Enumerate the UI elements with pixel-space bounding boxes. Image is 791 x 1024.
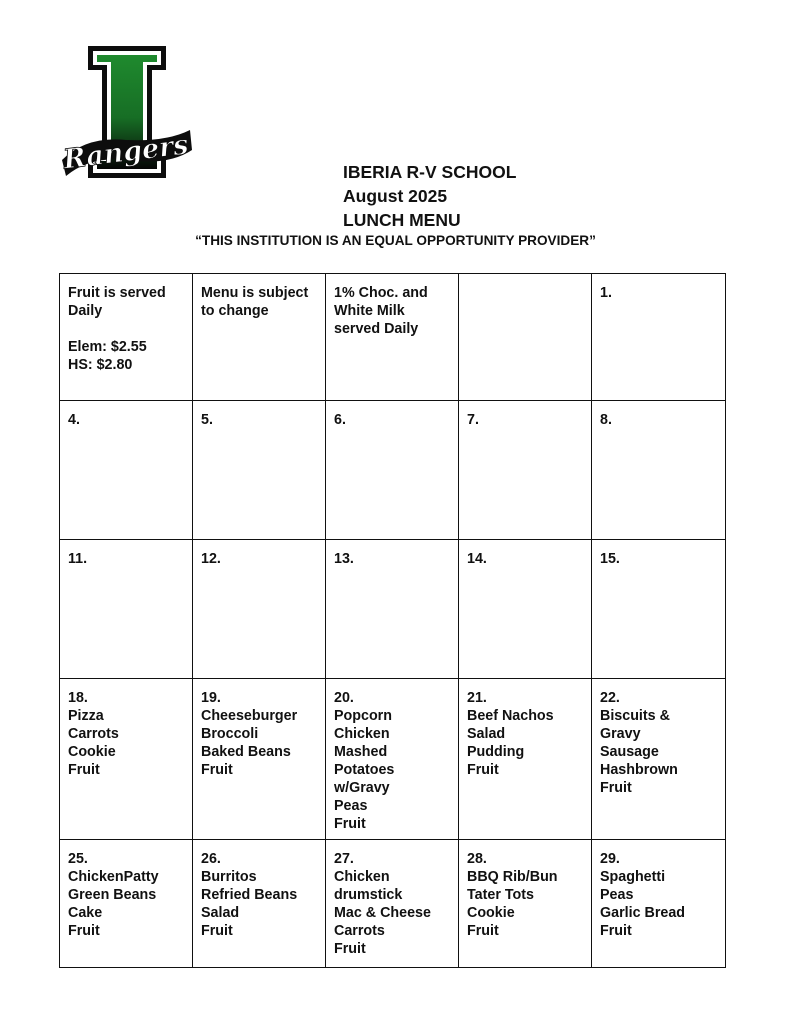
menu-item: Fruit	[334, 941, 366, 957]
menu-item: Burritos	[201, 869, 257, 885]
menu-item: Broccoli	[201, 726, 259, 742]
day-number: 27.	[334, 851, 354, 867]
menu-item: Pudding	[467, 744, 525, 760]
menu-item: drumstick	[334, 887, 403, 903]
day-number: 25.	[68, 851, 88, 867]
day-number: 13.	[334, 551, 354, 567]
hs-price: HS: $2.80	[68, 357, 133, 373]
calendar-cell-menu	[592, 840, 726, 968]
menu-item: Refried Beans	[201, 887, 298, 903]
menu-item: Beef Nachos	[467, 708, 554, 724]
note-line: 1% Choc. and	[334, 285, 428, 301]
day-number: 8.	[600, 412, 612, 428]
menu-item: Chicken	[334, 726, 390, 742]
calendar-cell-day	[592, 540, 726, 679]
elem-price: Elem: $2.55	[68, 339, 147, 355]
equal-opportunity-tagline: “THIS INSTITUTION IS AN EQUAL OPPORTUNITY PROVIDER”	[195, 233, 596, 248]
calendar-cell-day	[459, 540, 592, 679]
menu-item: Popcorn	[334, 708, 392, 724]
day-number: 22.	[600, 690, 620, 706]
menu-item: Pizza	[68, 708, 104, 724]
calendar-cell-day	[592, 401, 726, 540]
day-number: 11.	[68, 551, 88, 567]
menu-item: Chicken	[334, 869, 390, 885]
lunch-menu-calendar	[59, 273, 726, 968]
calendar-cell-day	[60, 540, 193, 679]
calendar-row	[60, 679, 726, 840]
calendar-cell-menu	[326, 679, 459, 840]
menu-item: Fruit	[201, 923, 233, 939]
menu-item: Mashed	[334, 744, 388, 760]
menu-item: Cheeseburger	[201, 708, 298, 724]
menu-item: Hashbrown	[600, 762, 678, 778]
day-number: 4.	[68, 412, 80, 428]
menu-item: Biscuits &	[600, 708, 670, 724]
school-name: IBERIA R-V SCHOOL	[343, 162, 517, 182]
calendar-cell-subject-note	[193, 274, 326, 401]
menu-item: Peas	[334, 798, 368, 814]
calendar-cell-menu	[592, 679, 726, 840]
header	[343, 160, 516, 232]
menu-item: Fruit	[467, 923, 499, 939]
calendar-cell-menu	[459, 679, 592, 840]
menu-item: Tater Tots	[467, 887, 534, 903]
calendar-cell-day	[326, 401, 459, 540]
menu-item: Fruit	[68, 762, 100, 778]
calendar-cell-day	[193, 401, 326, 540]
calendar-cell-day	[193, 540, 326, 679]
menu-item: Carrots	[68, 726, 119, 742]
day-number: 6.	[334, 412, 346, 428]
menu-item: Green Beans	[68, 887, 157, 903]
menu-item: Potatoes	[334, 762, 395, 778]
rangers-logo	[56, 44, 196, 184]
day-number: 28.	[467, 851, 487, 867]
menu-item: Gravy	[600, 726, 641, 742]
menu-item: Salad	[467, 726, 506, 742]
menu-item: Fruit	[201, 762, 233, 778]
day-number: 15.	[600, 551, 620, 567]
day-number: 18.	[68, 690, 88, 706]
menu-item: Cake	[68, 905, 103, 921]
note-line: Menu is subject	[201, 285, 309, 301]
day-number: 26.	[201, 851, 221, 867]
menu-item: Fruit	[600, 780, 632, 796]
calendar-cell-menu	[326, 840, 459, 968]
menu-item: Mac & Cheese	[334, 905, 431, 921]
menu-item: Salad	[201, 905, 240, 921]
day-number: 19.	[201, 690, 221, 706]
calendar-row	[60, 274, 726, 401]
menu-title: LUNCH MENU	[343, 210, 461, 230]
note-line: to change	[201, 303, 269, 319]
menu-item: w/Gravy	[334, 780, 390, 796]
calendar-cell-day	[459, 401, 592, 540]
note-line: Fruit is served	[68, 285, 166, 301]
calendar-row	[60, 401, 726, 540]
note-line: White Milk	[334, 303, 405, 319]
calendar-cell-menu	[193, 840, 326, 968]
calendar-cell-menu	[193, 679, 326, 840]
menu-item: Sausage	[600, 744, 659, 760]
menu-item: Fruit	[68, 923, 100, 939]
calendar-row	[60, 540, 726, 679]
menu-item: Cookie	[467, 905, 515, 921]
calendar-cell-day	[592, 274, 726, 401]
note-line: Daily	[68, 303, 103, 319]
day-number: 20.	[334, 690, 354, 706]
menu-item: Carrots	[334, 923, 385, 939]
day-number: 14.	[467, 551, 487, 567]
calendar-cell-menu	[60, 679, 193, 840]
rangers-logo-text: Rangers	[61, 129, 191, 176]
note-line: served Daily	[334, 321, 419, 337]
day-number: 29.	[600, 851, 620, 867]
calendar-cell-day	[326, 540, 459, 679]
day-number: 21.	[467, 690, 487, 706]
calendar-cell-day	[60, 401, 193, 540]
calendar-cell-milk-note	[326, 274, 459, 401]
menu-item: Cookie	[68, 744, 116, 760]
day-number: 7.	[467, 412, 479, 428]
menu-item: Fruit	[467, 762, 499, 778]
calendar-cell-empty	[459, 274, 592, 401]
calendar-row	[60, 840, 726, 968]
menu-item: Fruit	[334, 816, 366, 832]
menu-item: Spaghetti	[600, 869, 666, 885]
menu-item: Peas	[600, 887, 634, 903]
day-number: 5.	[201, 412, 213, 428]
calendar-cell-menu	[60, 840, 193, 968]
menu-item: Fruit	[600, 923, 632, 939]
calendar-cell-menu	[459, 840, 592, 968]
day-number: 12.	[201, 551, 221, 567]
menu-item: Baked Beans	[201, 744, 291, 760]
menu-item: ChickenPatty	[68, 869, 159, 885]
menu-item: BBQ Rib/Bun	[467, 869, 558, 885]
menu-item: Garlic Bread	[600, 905, 686, 921]
menu-month: August 2025	[343, 186, 448, 206]
day-number: 1.	[600, 285, 612, 301]
calendar-cell-fruit-note	[60, 274, 193, 401]
